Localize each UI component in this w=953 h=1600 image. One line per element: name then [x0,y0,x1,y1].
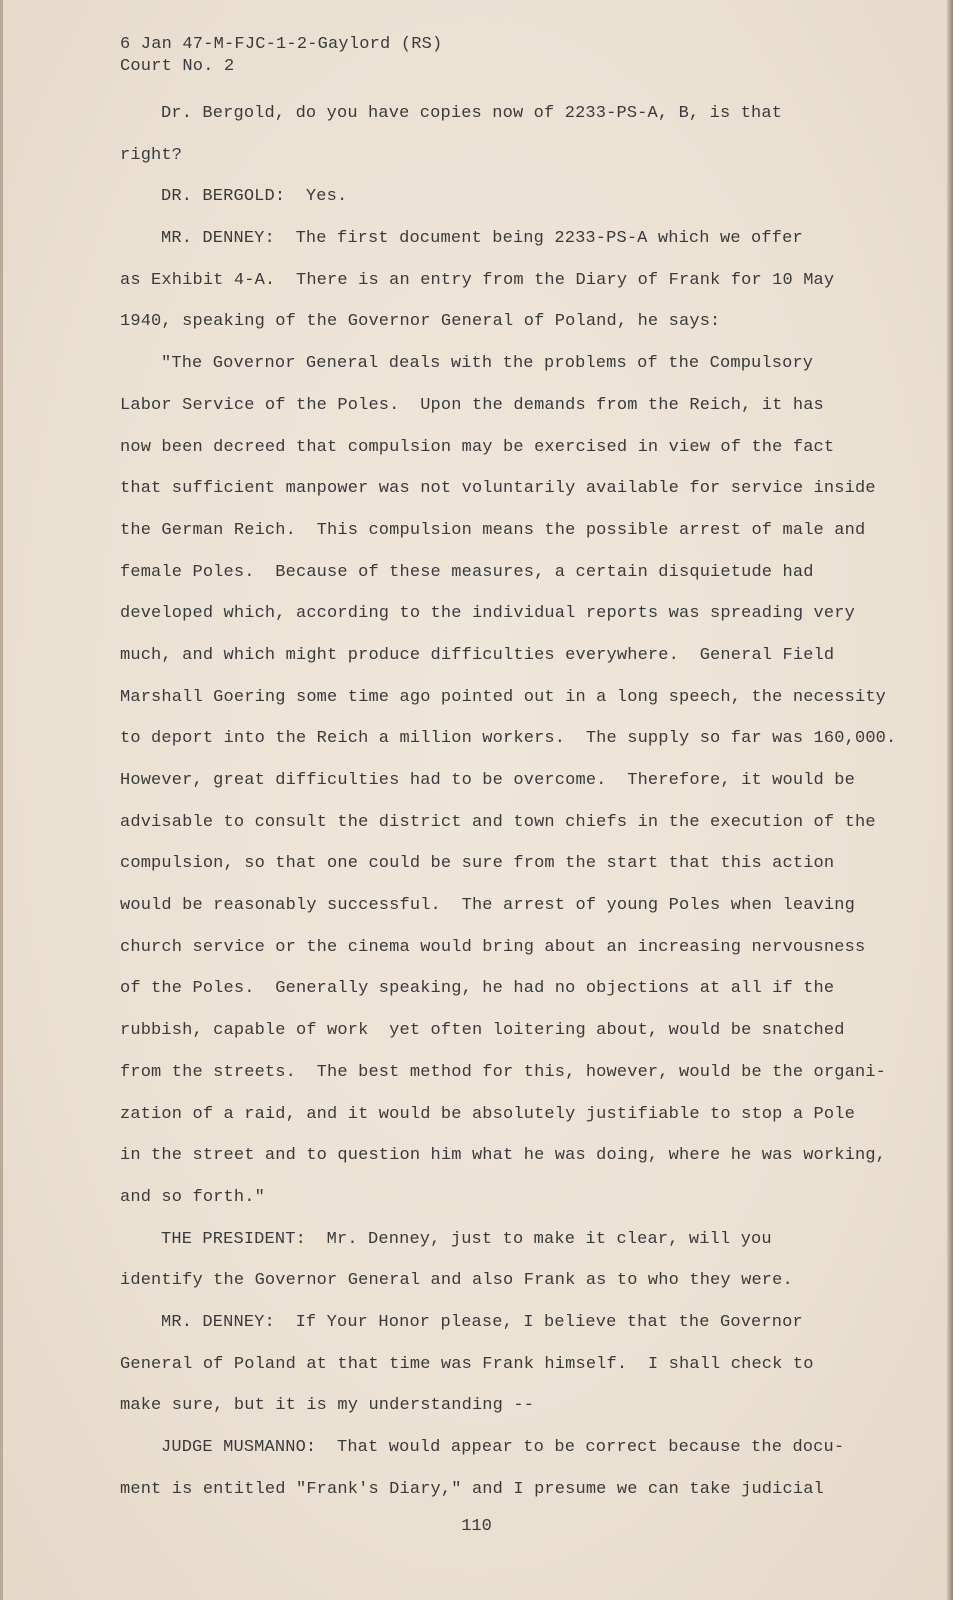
transcript-line: General of Poland at that time was Frank himself. I shall check to [120,1354,814,1374]
transcript-line: However, great difficulties had to be overcome. Therefore, it would be [120,771,855,790]
header-reference: 6 Jan 47-M-FJC-1-2-Gaylord (RS) [120,35,443,54]
transcript-line: from the streets. The best method for this, however, would be the organi- [120,1062,887,1082]
transcript-line: Marshall Goering some time ago pointed out in a long speech, the necessity [120,687,887,707]
transcript-line: developed which, according to the individual reports was spreading very [120,604,855,624]
transcript-line: DR. BERGOLD: Yes. [161,187,348,207]
transcript-line: 1940, speaking of the Governor General of Poland, he says: [120,312,721,332]
page-number: 110 [461,1517,492,1536]
transcript-line: MR. DENNEY: The first document being 2233-PS-A which we offer [161,229,803,249]
transcript-line: identify the Governor General and also Frank as to who they were. [120,1271,793,1291]
transcript-line: compulsion, so that one could be sure from the start that this action [120,854,835,874]
transcript-line: would be reasonably successful. The arrest of young Poles when leaving [120,896,855,916]
transcript-line: much, and which might produce difficulties everywhere. General Field [120,645,835,665]
transcript-line: advisable to consult the district and town chiefs in the execution of the [120,812,876,832]
transcript-line: of the Poles. Generally speaking, he had no objections at all if the [120,979,835,999]
page-left-edge [0,0,3,1600]
transcript-line: JUDGE MUSMANNO: That would appear to be correct because the docu- [161,1438,845,1457]
transcript-line: ment is entitled "Frank's Diary," and I presume we can take judicial [120,1479,824,1499]
header-court: Court No. 2 [120,57,235,76]
transcript-line: "The Governor General deals with the problems of the Compulsory [161,354,814,374]
transcript-line: in the street and to question him what he was doing, where he was working, [120,1146,887,1166]
transcript-line: right? [120,145,183,165]
transcript-line: that sufficient manpower was not voluntarily available for service inside [120,479,876,499]
transcript-line: as Exhibit 4-A. There is an entry from the Diary of Frank for 10 May [120,270,835,290]
transcript-line: zation of a raid, and it would be absolutely justifiable to stop a Pole [120,1104,855,1124]
transcript-line: female Poles. Because of these measures, a certain disquietude had [120,562,814,582]
transcript-line: Dr. Bergold, do you have copies now of 2233-PS-A, B, is that [161,104,783,123]
transcript-line: now been decreed that compulsion may be exercised in view of the fact [120,437,835,457]
transcript-line: make sure, but it is my understanding -- [120,1396,535,1416]
transcript-line: MR. DENNEY: If Your Honor please, I believe that the Governor [161,1312,803,1332]
document-header [120,34,442,78]
transcript-body [120,93,897,1510]
transcript-line: rubbish, capable of work yet often loitering about, would be snatched [120,1021,845,1041]
transcript-line: the German Reich. This compulsion means the possible arrest of male and [120,520,866,540]
page-right-edge [947,0,953,1600]
transcript-line: to deport into the Reich a million workers. The supply so far was 160,000. [120,729,897,749]
transcript-line: THE PRESIDENT: Mr. Denney, just to make it clear, will you [161,1229,772,1249]
transcript-line: Labor Service of the Poles. Upon the demands from the Reich, it has [120,395,824,415]
transcript-line: church service or the cinema would bring about an increasing nervousness [120,937,866,957]
transcript-line: and so forth." [120,1187,265,1207]
